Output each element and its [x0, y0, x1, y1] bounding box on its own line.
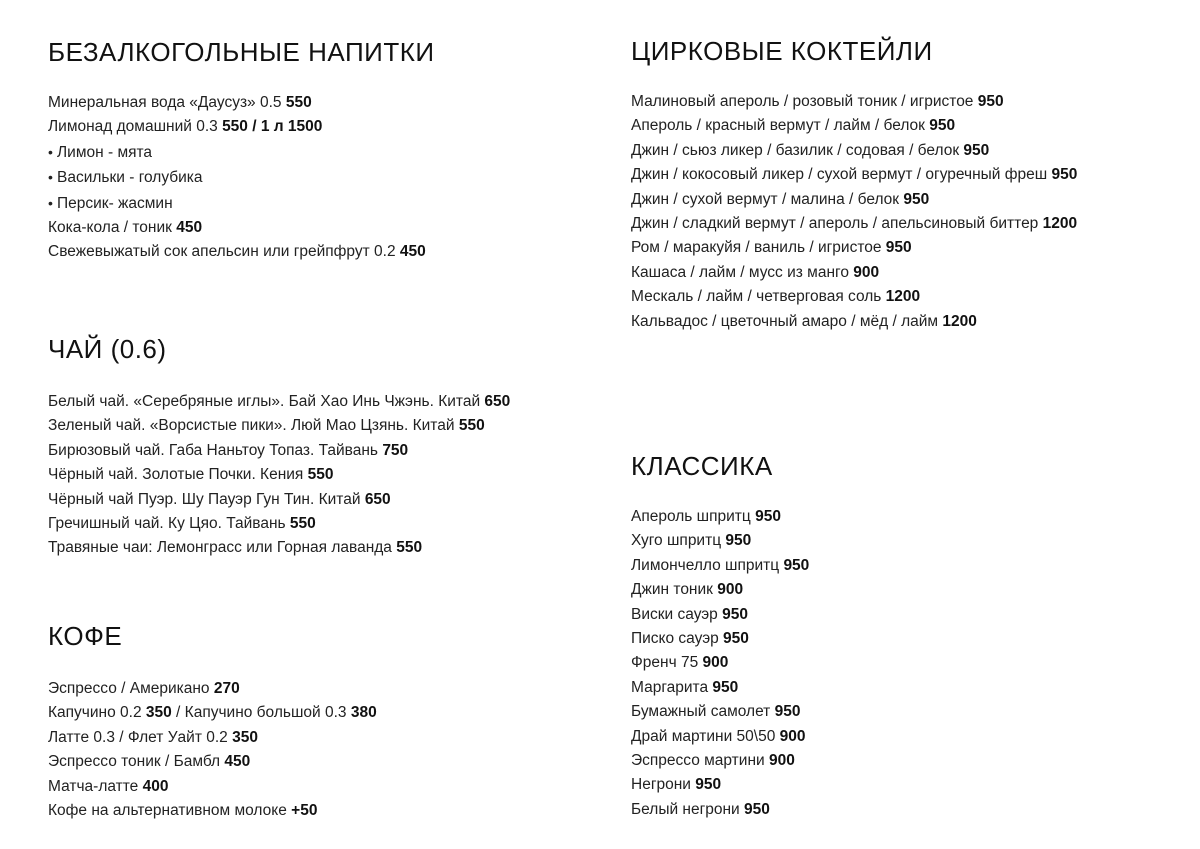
menu-item: Эспрессо мартини 900 [631, 752, 795, 770]
menu-item: Кока-кола / тоник 450 [48, 219, 203, 237]
price: 950 [774, 703, 801, 721]
circus-cocktails-section [631, 35, 1077, 334]
price: 900 [702, 654, 729, 672]
coffee-section [48, 620, 377, 823]
menu-item: • Лимон - мята [48, 140, 435, 165]
menu-item: Малиновый апероль / розовый тоник / игристое 950 [631, 93, 1004, 110]
menu-item: Кальвадос / цветочный амаро / мёд / лайм 1200 [631, 312, 977, 330]
bullet-icon: • [48, 143, 53, 160]
menu-item: Минеральная вода «Даусуз» 0.5 550 [48, 94, 312, 111]
menu-item: Апероль шпритц 950 [631, 508, 781, 525]
menu-item: Бирюзовый чай. Габа Наньтоу Топаз. Тайвань 750 [48, 441, 409, 459]
price: 950 [885, 239, 912, 257]
price: 900 [779, 727, 806, 745]
menu-list [631, 505, 809, 822]
price: 950 [929, 117, 956, 135]
price: 950 [695, 776, 722, 794]
bullet-icon: • [48, 194, 53, 211]
section-title: КЛАССИКА [631, 451, 773, 481]
menu-item: Гречишный чай. Ку Цяо. Тайвань 550 [48, 515, 316, 533]
menu-item: Маргарита 950 [631, 678, 739, 696]
tea-section [48, 333, 510, 561]
menu-item: Белый чай. «Серебряные иглы». Бай Хао Инь Чжэнь. Китай 650 [48, 393, 511, 410]
menu-item: Кофе на альтернативном молоке +50 [48, 802, 318, 820]
price: 450 [224, 753, 251, 771]
price: 900 [768, 752, 795, 770]
price: 950 [1051, 166, 1078, 184]
price: 380 [350, 704, 377, 722]
price: +50 [291, 802, 318, 820]
price: 650 [364, 490, 391, 508]
menu-item: Кашаса / лайм / мусс из манго 900 [631, 263, 880, 281]
price: 550 [458, 417, 485, 435]
menu-item: Чёрный чай Пуэр. Шу Пауэр Гун Тин. Китай 650 [48, 490, 391, 508]
menu-item: Джин / сухой вермут / малина / белок 950 [631, 190, 930, 208]
menu-item: Джин / сладкий вермут / апероль / апельсиновый биттер 1200 [631, 215, 1078, 233]
menu-item: Драй мартини 50\50 900 [631, 727, 806, 745]
price: 550 [307, 466, 334, 484]
menu-item: • Персик- жасмин [48, 191, 435, 216]
price: 950 [725, 532, 752, 550]
price: 950 [963, 141, 990, 159]
price: 950 [755, 508, 781, 525]
menu-item: Белый негрони 950 [631, 800, 770, 818]
menu-item: Ром / маракуйя / ваниль / игристое 950 [631, 239, 912, 257]
price: 450 [399, 243, 426, 261]
price: 550 [289, 515, 316, 533]
menu-item: Писко сауэр 950 [631, 630, 749, 648]
price: 400 [142, 777, 169, 795]
price: 1200 [942, 312, 977, 330]
price: 350 [232, 728, 258, 746]
section-title: КОФЕ [48, 621, 123, 651]
menu-item: Джин тоник 900 [631, 581, 744, 599]
menu-item: Капучино 0.2 350 / Капучино большой 0.3 380 [48, 704, 377, 722]
menu-item: Свежевыжатый сок апельсин или грейпфрут 0.2 450 [48, 243, 426, 261]
menu-item: Чёрный чай. Золотые Почки. Кения 550 [48, 466, 334, 484]
menu-item: • Васильки - голубика [48, 165, 435, 190]
menu-item: Матча-латте 400 [48, 777, 169, 795]
menu-item: Мескаль / лайм / четверговая соль 1200 [631, 288, 921, 306]
menu-item: Бумажный самолет 950 [631, 703, 801, 721]
price: 900 [717, 581, 744, 599]
price: 900 [853, 263, 880, 281]
price: 950 [722, 605, 748, 623]
section-title: ЦИРКОВЫЕ КОКТЕЙЛИ [631, 36, 933, 66]
menu-item: Негрони 950 [631, 776, 722, 794]
price: 750 [382, 441, 409, 459]
menu-item: Хуго шпритц 950 [631, 532, 752, 550]
menu-item: Эспрессо / Американо 270 [48, 680, 240, 697]
menu-item: Лимонад домашний 0.3 550 / 1 л 1500 [48, 118, 323, 136]
menu-list [48, 390, 510, 561]
menu-item: Травяные чаи: Лемонграсс или Горная лаванда 550 [48, 539, 423, 557]
bullet-icon: • [48, 169, 53, 186]
section-title: ЧАЙ (0.6) [48, 334, 167, 364]
menu-item: Джин / сьюз ликер / базилик / содовая / белок 950 [631, 141, 990, 159]
price: 1200 [885, 288, 921, 306]
menu-item: Френч 75 900 [631, 654, 729, 672]
menu-item: Виски сауэр 950 [631, 605, 748, 623]
classic-section [631, 450, 809, 822]
menu-list [48, 91, 435, 265]
price: 550 [285, 94, 312, 111]
price: 950 [712, 678, 739, 696]
price: 950 [903, 190, 930, 208]
menu-list [631, 90, 1077, 334]
section-title: БЕЗАЛКОГОЛЬНЫЕ НАПИТКИ [48, 37, 435, 67]
menu-item: Эспрессо тоник / Бамбл 450 [48, 753, 251, 771]
menu-item: Лимончелло шпритц 950 [631, 556, 810, 574]
menu-item: Латте 0.3 / Флет Уайт 0.2 350 [48, 728, 258, 746]
price: 1200 [1042, 215, 1078, 233]
menu-item: Зеленый чай. «Ворсистые пики». Люй Мао Цзянь. Китай 550 [48, 417, 485, 435]
price: 550 [396, 539, 423, 557]
price: 270 [213, 680, 240, 697]
price: 950 [977, 93, 1004, 110]
soft-drinks-section [48, 36, 435, 265]
menu-item: Апероль / красный вермут / лайм / белок 950 [631, 117, 956, 135]
price: 350 [145, 704, 172, 722]
menu-item: Джин / кокосовый ликер / сухой вермут / огуречный фреш 950 [631, 166, 1078, 184]
price: 950 [723, 630, 749, 648]
price: 450 [176, 219, 203, 237]
price: 550 / 1 л 1500 [222, 118, 323, 136]
price: 950 [783, 556, 810, 574]
menu-list [48, 677, 377, 823]
price: 950 [744, 800, 770, 818]
price: 650 [484, 393, 511, 410]
